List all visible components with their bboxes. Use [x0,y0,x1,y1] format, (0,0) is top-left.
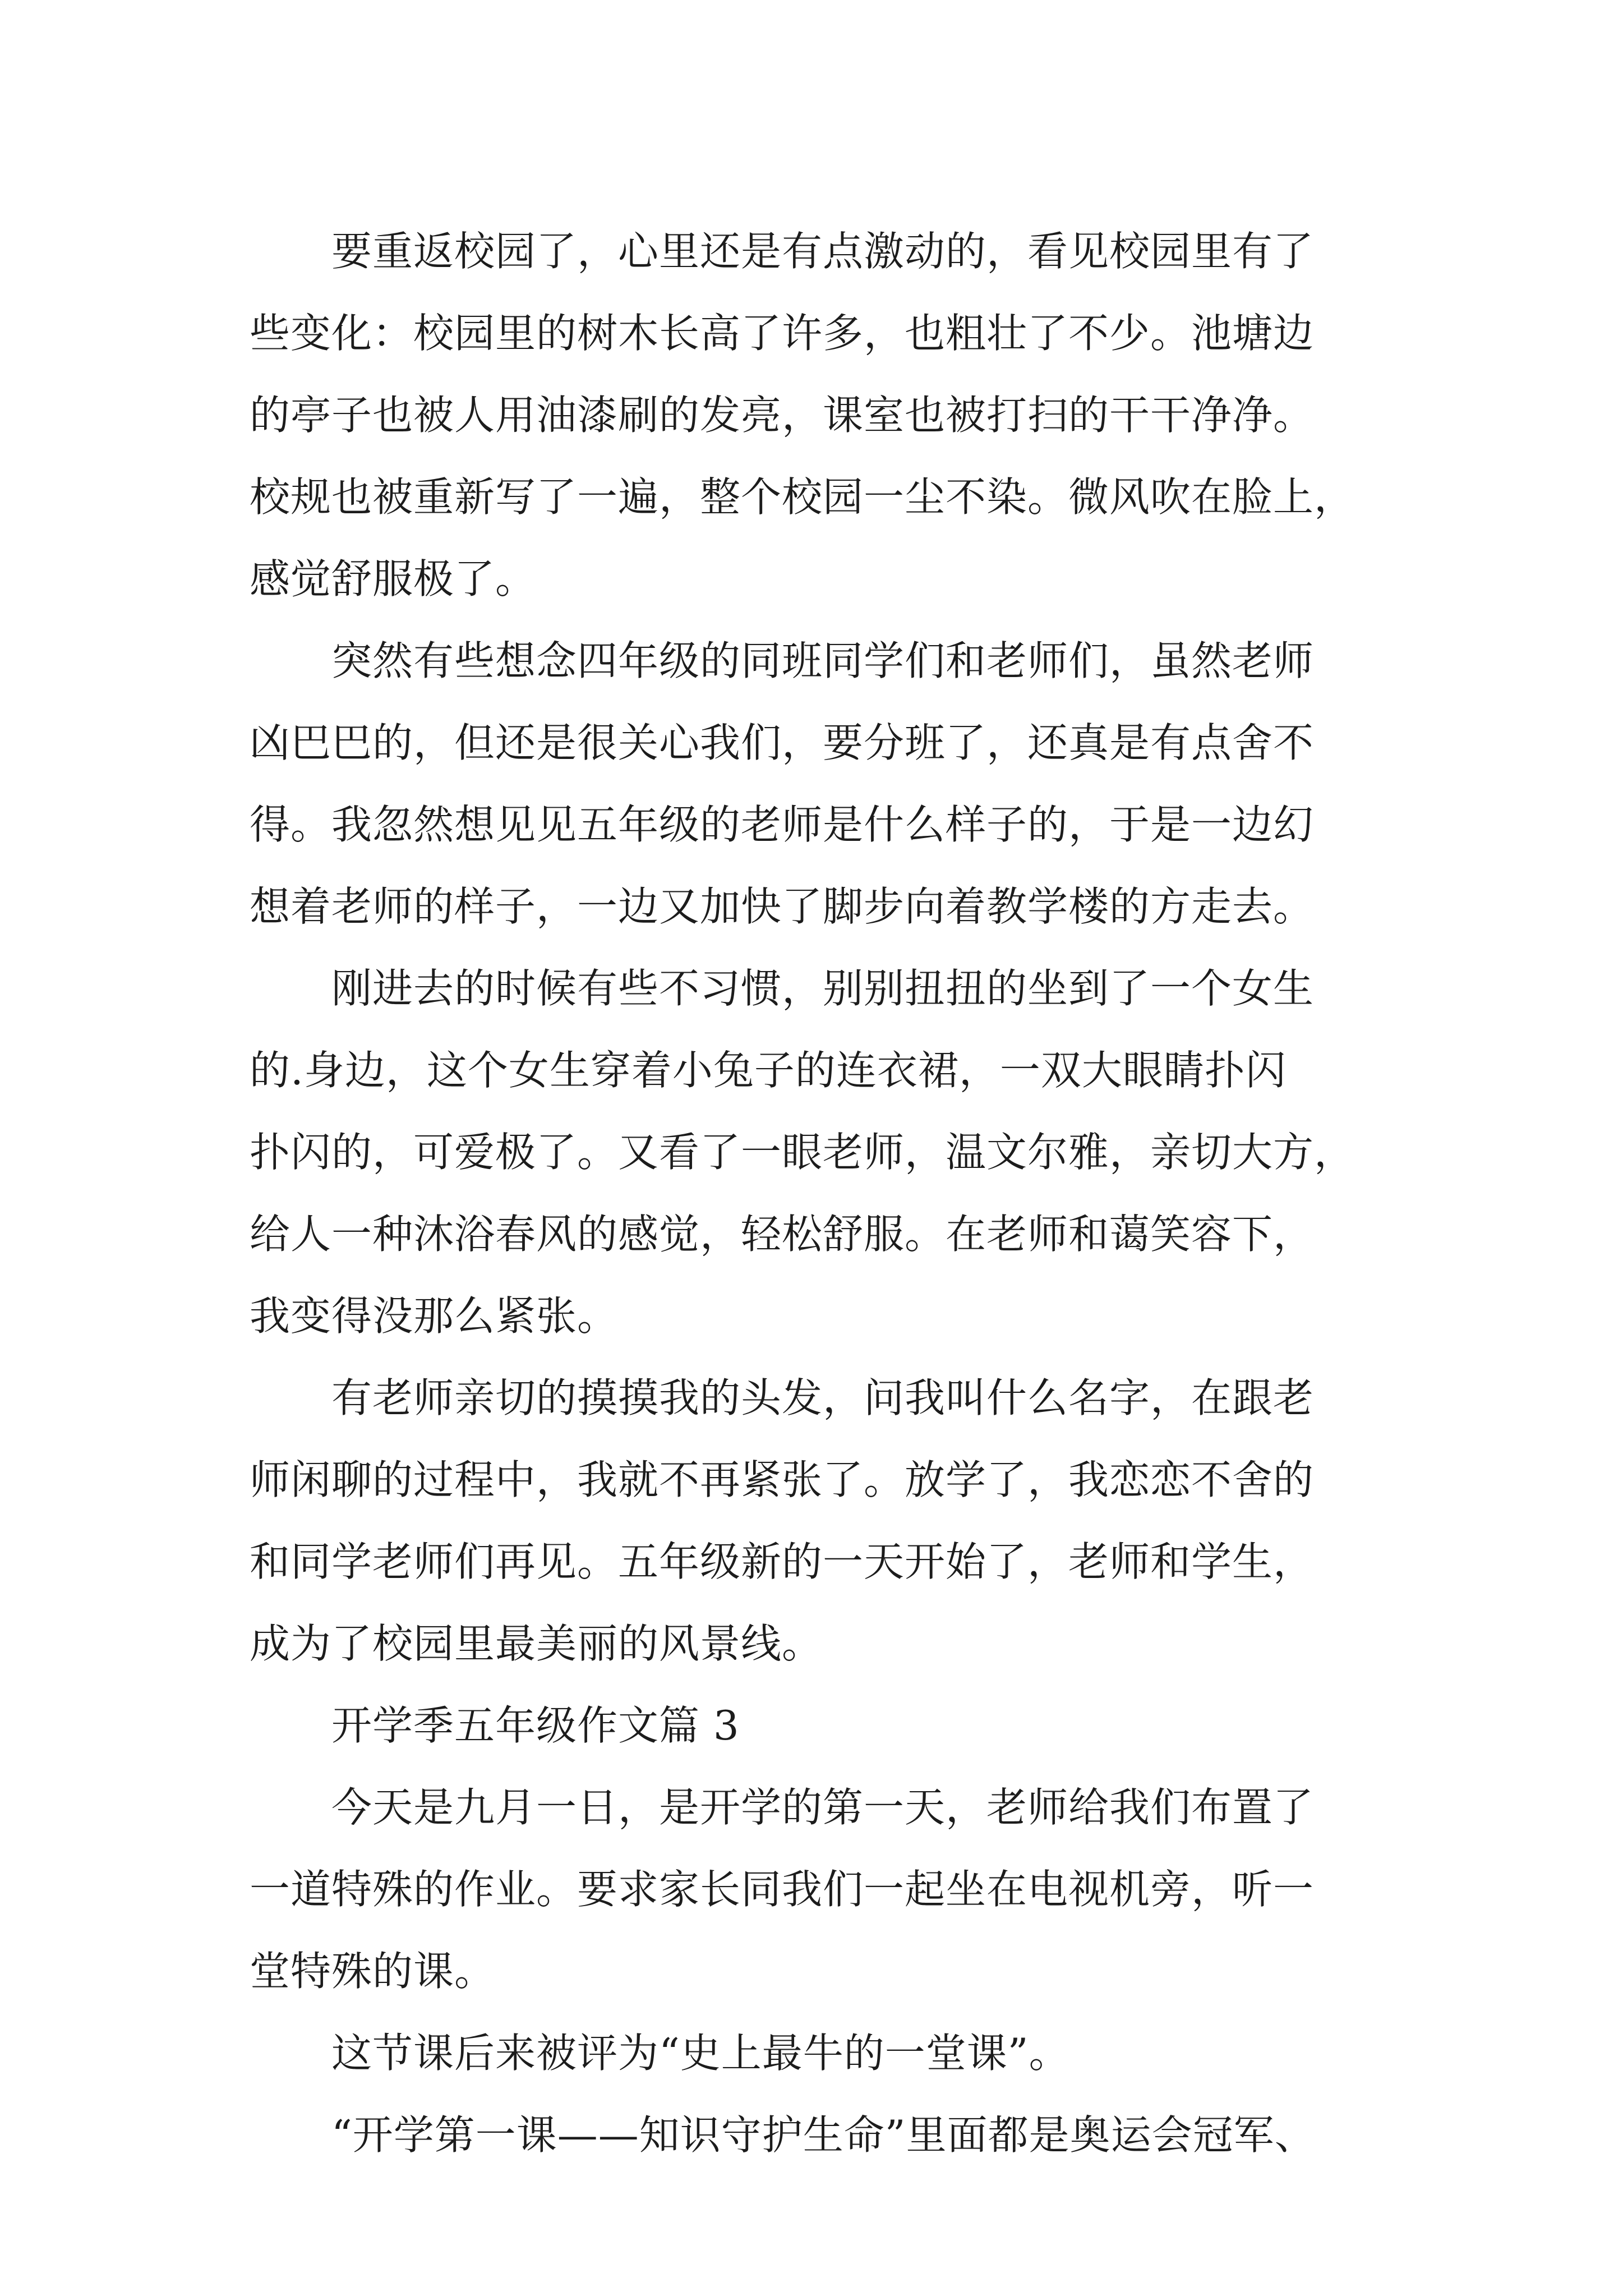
text-line: 的亭子也被人用油漆刷的发亮，课室也被打扫的干干净净。 [250,392,1315,439]
text-line: 凶巴巴的，但还是很关心我们，要分班了，还真是有点舍不 [250,719,1315,766]
text-line: 些变化：校园里的树木长高了许多，也粗壮了不少。池塘边 [250,310,1315,357]
article-body [250,210,1377,2176]
text-line: 我变得没那么紧张。 [250,1292,619,1340]
text-line: 和同学老师们再见。五年级新的一天开始了，老师和学生， [250,1538,1315,1585]
text-line: 感觉舒服极了。 [250,555,537,602]
text-line: 这节课后来被评为“史上最牛的一堂课”。 [331,2030,1070,2077]
text-line: 要重返校园了，心里还是有点激动的，看见校园里有了 [331,228,1315,275]
text-line: 成为了校园里最美丽的风景线。 [250,1620,823,1667]
text-line: 师闲聊的过程中，我就不再紧张了。放学了，我恋恋不舍的 [250,1456,1315,1503]
text-line: 有老师亲切的摸摸我的头发，问我叫什么名字，在跟老 [331,1374,1315,1421]
text-line: 想着老师的样子，一边又加快了脚步向着教学楼的方走去。 [250,883,1315,930]
text-line: 堂特殊的课。 [250,1948,496,1995]
text-line: 的.身边，这个女生穿着小兔子的连衣裙，一双大眼睛扑闪 [250,1047,1287,1094]
text-line: 校规也被重新写了一遍，整个校园一尘不染。微风吹在脸上， [250,473,1355,521]
text-line: 一道特殊的作业。要求家长同我们一起坐在电视机旁，听一 [250,1866,1315,1913]
text-line: 今天是九月一日，是开学的第一天，老师给我们布置了 [331,1784,1315,1831]
text-line: 得。我忽然想见见五年级的老师是什么样子的，于是一边幻 [250,801,1315,848]
text-line: 扑闪的，可爱极了。又看了一眼老师，温文尔雅，亲切大方， [250,1129,1355,1176]
text-line: 给人一种沐浴春风的感觉，轻松舒服。在老师和蔼笑容下， [250,1211,1315,1258]
section-heading: 开学季五年级作文篇 3 [331,1702,740,1749]
text-line: “开学第一课——知识守护生命”里面都是奥运会冠军、 [331,2111,1316,2159]
text-line: 刚进去的时候有些不习惯，别别扭扭的坐到了一个女生 [331,965,1315,1012]
text-line: 突然有些想念四年级的同班同学们和老师们，虽然老师 [331,637,1315,684]
